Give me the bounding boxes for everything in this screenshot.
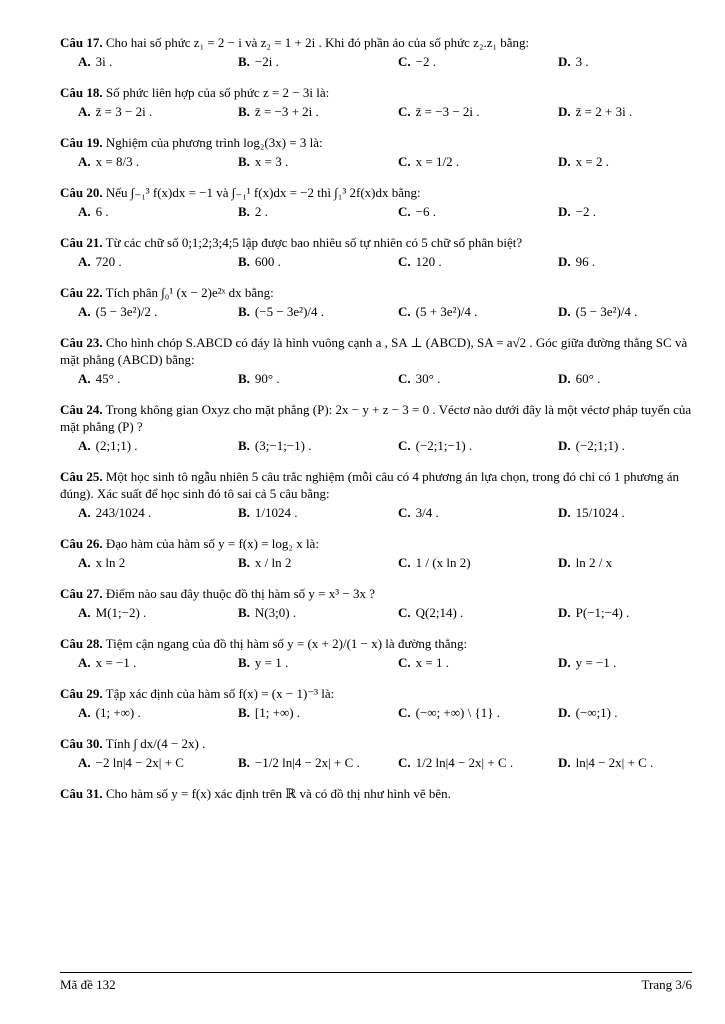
question-body: Đạo hàm của hàm số y = f(x) = log₂ x là: — [105, 536, 319, 551]
option-value: (−2;1;−1) . — [415, 438, 473, 453]
options-row — [60, 554, 692, 571]
options-row — [60, 604, 692, 621]
option-a — [78, 704, 238, 721]
question — [60, 234, 692, 270]
option-value: M(1;−2) . — [95, 605, 147, 620]
option-a — [78, 53, 238, 70]
option-value: y = −1 . — [575, 655, 617, 670]
question-label: Câu 18. — [60, 85, 103, 100]
question-body: Trong không gian Oxyz cho mặt phẳng (P): 2x − y + z − 3 = 0 . Véctơ nào dưới đây là một véctơ pháp tuyến của mặt phẳng (P) ? — [60, 402, 692, 434]
option-value: z̄ = 3 − 2i . — [95, 104, 153, 119]
question-label: Câu 31. — [60, 786, 103, 801]
option-value: 90° . — [254, 371, 280, 386]
option-d — [558, 704, 688, 721]
option-c — [398, 203, 558, 220]
option-c — [398, 53, 558, 70]
option-value: 600 . — [254, 254, 281, 269]
question-label: Câu 21. — [60, 235, 103, 250]
question-text — [60, 34, 692, 51]
question — [60, 334, 692, 387]
option-value: x = 1 . — [415, 655, 449, 670]
option-letter: B. — [238, 304, 250, 319]
option-letter: D. — [558, 705, 571, 720]
option-value: −2 . — [415, 54, 436, 69]
question — [60, 585, 692, 621]
option-d — [558, 370, 688, 387]
option-value: (−∞; +∞) \ {1} . — [415, 705, 500, 720]
option-a — [78, 370, 238, 387]
option-value: (5 − 3e²)/4 . — [575, 304, 638, 319]
options-row — [60, 253, 692, 270]
option-b — [238, 504, 398, 521]
option-d — [558, 253, 688, 270]
question-body: Cho hàm số y = f(x) xác định trên ℝ và có đồ thị như hình vẽ bên. — [105, 786, 451, 801]
option-letter: C. — [398, 755, 411, 770]
option-letter: D. — [558, 371, 571, 386]
question-body: Tiệm cận ngang của đồ thị hàm số y = (x + 2)/(1 − x) là đường thẳng: — [105, 636, 468, 651]
option-c — [398, 604, 558, 621]
option-b — [238, 437, 398, 454]
question-label: Câu 30. — [60, 736, 103, 751]
option-value: 1/1024 . — [254, 505, 298, 520]
option-b — [238, 53, 398, 70]
option-value: 6 . — [95, 204, 109, 219]
option-value: (1; +∞) . — [95, 705, 141, 720]
option-value: z̄ = −3 − 2i . — [415, 104, 480, 119]
option-letter: D. — [558, 555, 571, 570]
question-body: Nếu ∫₋₁³ f(x)dx = −1 và ∫₋₁¹ f(x)dx = −2 thì ∫₁³ 2f(x)dx bằng: — [105, 185, 421, 200]
option-value: (3;−1;−1) . — [254, 438, 312, 453]
options-row — [60, 704, 692, 721]
option-value: x = 8/3 . — [95, 154, 140, 169]
option-c — [398, 303, 558, 320]
option-value: −6 . — [415, 204, 436, 219]
option-value: −2 . — [575, 204, 596, 219]
options-row — [60, 754, 692, 771]
option-letter: A. — [78, 655, 91, 670]
option-value: 120 . — [415, 254, 442, 269]
option-letter: C. — [398, 154, 411, 169]
option-letter: B. — [238, 254, 250, 269]
option-b — [238, 654, 398, 671]
option-value: x = 2 . — [575, 154, 609, 169]
question-label: Câu 19. — [60, 135, 103, 150]
option-c — [398, 253, 558, 270]
question — [60, 785, 692, 802]
option-a — [78, 253, 238, 270]
option-value: 243/1024 . — [95, 505, 152, 520]
option-a — [78, 103, 238, 120]
option-letter: D. — [558, 655, 571, 670]
option-letter: C. — [398, 605, 411, 620]
option-letter: C. — [398, 555, 411, 570]
question-label: Câu 25. — [60, 469, 103, 484]
question — [60, 535, 692, 571]
option-letter: A. — [78, 505, 91, 520]
option-d — [558, 203, 688, 220]
question-label: Câu 20. — [60, 185, 103, 200]
option-value: Q(2;14) . — [415, 605, 464, 620]
option-a — [78, 203, 238, 220]
question-body: Tính ∫ dx/(4 − 2x) . — [105, 736, 206, 751]
question-label: Câu 26. — [60, 536, 103, 551]
option-letter: A. — [78, 104, 91, 119]
option-value: (−5 − 3e²)/4 . — [254, 304, 325, 319]
option-value: (2;1;1) . — [95, 438, 138, 453]
option-value: 1 / (x ln 2) — [415, 555, 471, 570]
option-letter: A. — [78, 204, 91, 219]
option-value: x ln 2 — [95, 555, 126, 570]
option-b — [238, 554, 398, 571]
option-letter: A. — [78, 304, 91, 319]
option-value: 720 . — [95, 254, 122, 269]
option-letter: C. — [398, 254, 411, 269]
option-value: [1; +∞) . — [254, 705, 301, 720]
option-letter: A. — [78, 755, 91, 770]
option-letter: D. — [558, 438, 571, 453]
option-letter: C. — [398, 371, 411, 386]
question-label: Câu 27. — [60, 586, 103, 601]
option-letter: D. — [558, 605, 571, 620]
option-a — [78, 303, 238, 320]
options-row — [60, 654, 692, 671]
option-d — [558, 303, 688, 320]
option-letter: D. — [558, 505, 571, 520]
question-text — [60, 184, 692, 201]
option-letter: A. — [78, 371, 91, 386]
question — [60, 184, 692, 220]
question-body: Từ các chữ số 0;1;2;3;4;5 lập được bao nhiêu số tự nhiên có 5 chữ số phân biệt? — [105, 235, 523, 250]
question-label: Câu 28. — [60, 636, 103, 651]
option-value: x = 3 . — [254, 154, 289, 169]
option-letter: C. — [398, 304, 411, 319]
option-letter: C. — [398, 655, 411, 670]
question-body: Điểm nào sau đây thuộc đồ thị hàm số y = x³ − 3x ? — [105, 586, 376, 601]
options-row — [60, 153, 692, 170]
question-text — [60, 401, 692, 435]
option-letter: B. — [238, 154, 250, 169]
option-value: (−∞;1) . — [575, 705, 618, 720]
option-letter: B. — [238, 505, 250, 520]
option-value: z̄ = 2 + 3i . — [575, 104, 633, 119]
options-row — [60, 103, 692, 120]
option-letter: C. — [398, 705, 411, 720]
question-label: Câu 23. — [60, 335, 103, 350]
question-body: Một học sinh tô ngẫu nhiên 5 câu trắc nghiệm (mỗi câu có 4 phương án lựa chọn, trong đó chỉ có 1 phương án đúng). Xác suất để học sinh đó tô sai cả 5 câu bằng: — [60, 469, 680, 501]
option-d — [558, 554, 688, 571]
option-c — [398, 437, 558, 454]
question-label: Câu 29. — [60, 686, 103, 701]
option-letter: B. — [238, 705, 250, 720]
option-value: 2 . — [254, 204, 268, 219]
option-value: ln 2 / x — [575, 555, 613, 570]
option-letter: A. — [78, 555, 91, 570]
options-row — [60, 504, 692, 521]
option-value: 1/2 ln|4 − 2x| + C . — [415, 755, 514, 770]
option-value: 45° . — [95, 371, 121, 386]
option-letter: B. — [238, 438, 250, 453]
option-letter: A. — [78, 705, 91, 720]
option-value: x / ln 2 — [254, 555, 292, 570]
option-letter: A. — [78, 605, 91, 620]
question-text — [60, 735, 692, 752]
option-value: x = 1/2 . — [415, 154, 460, 169]
options-row — [60, 370, 692, 387]
option-a — [78, 504, 238, 521]
question-text — [60, 635, 692, 652]
page-number: Trang 3/6 — [641, 977, 692, 992]
question — [60, 635, 692, 671]
option-value: (−2;1;1) . — [575, 438, 625, 453]
question-text — [60, 84, 692, 101]
question-body: Tích phân ∫₀¹ (x − 2)e²ˣ dx bằng: — [105, 285, 274, 300]
option-b — [238, 253, 398, 270]
question-label: Câu 22. — [60, 285, 103, 300]
option-value: 3 . — [575, 54, 589, 69]
option-letter: C. — [398, 204, 411, 219]
option-value: 15/1024 . — [575, 505, 625, 520]
question — [60, 84, 692, 120]
option-letter: D. — [558, 304, 571, 319]
option-value: x = −1 . — [95, 655, 137, 670]
question — [60, 735, 692, 771]
question-text — [60, 785, 692, 802]
option-c — [398, 704, 558, 721]
option-letter: D. — [558, 154, 571, 169]
question — [60, 284, 692, 320]
option-letter: D. — [558, 204, 571, 219]
option-a — [78, 754, 238, 771]
option-value: −2 ln|4 − 2x| + C — [95, 755, 184, 770]
question-text — [60, 134, 692, 151]
option-d — [558, 754, 688, 771]
question-label: Câu 24. — [60, 402, 103, 417]
option-a — [78, 604, 238, 621]
question-text — [60, 234, 692, 251]
option-b — [238, 203, 398, 220]
option-value: 3i . — [95, 54, 113, 69]
option-d — [558, 153, 688, 170]
option-value: P(−1;−4) . — [575, 605, 630, 620]
option-b — [238, 153, 398, 170]
question-text — [60, 585, 692, 602]
question-body: Số phức liên hợp của số phức z = 2 − 3i là: — [105, 85, 330, 100]
option-c — [398, 370, 558, 387]
option-letter: B. — [238, 371, 250, 386]
question — [60, 401, 692, 454]
option-letter: B. — [238, 755, 250, 770]
question-text — [60, 685, 692, 702]
option-b — [238, 704, 398, 721]
question-label: Câu 17. — [60, 35, 103, 50]
option-letter: C. — [398, 438, 411, 453]
question-text — [60, 468, 692, 502]
options-row — [60, 303, 692, 320]
option-c — [398, 754, 558, 771]
option-c — [398, 153, 558, 170]
option-value: −2i . — [254, 54, 279, 69]
options-row — [60, 203, 692, 220]
option-c — [398, 504, 558, 521]
option-letter: D. — [558, 104, 571, 119]
option-value: N(3;0) . — [254, 605, 297, 620]
option-letter: D. — [558, 254, 571, 269]
option-letter: D. — [558, 755, 571, 770]
question — [60, 34, 692, 70]
question-body: Nghiệm của phương trình log₂(3x) = 3 là: — [105, 135, 323, 150]
option-value: 30° . — [415, 371, 441, 386]
question-body: Tập xác định của hàm số f(x) = (x − 1)⁻³ là: — [105, 686, 335, 701]
question — [60, 685, 692, 721]
options-row — [60, 437, 692, 454]
option-d — [558, 504, 688, 521]
option-a — [78, 153, 238, 170]
option-letter: A. — [78, 254, 91, 269]
option-a — [78, 437, 238, 454]
option-letter: B. — [238, 605, 250, 620]
option-value: (5 − 3e²)/2 . — [95, 304, 158, 319]
exam-page — [60, 34, 692, 816]
question-text — [60, 284, 692, 301]
question-text — [60, 334, 692, 368]
question — [60, 468, 692, 521]
option-value: 96 . — [575, 254, 596, 269]
option-d — [558, 53, 688, 70]
option-value: 60° . — [575, 371, 601, 386]
question-body: Cho hai số phức z₁ = 2 − i và z₂ = 1 + 2i . Khi đó phần ảo của số phức z₂.z₁ bằng: — [105, 35, 530, 50]
options-row — [60, 53, 692, 70]
option-value: 3/4 . — [415, 505, 439, 520]
option-letter: A. — [78, 438, 91, 453]
option-c — [398, 654, 558, 671]
option-a — [78, 654, 238, 671]
question-body: Cho hình chóp S.ABCD có đáy là hình vuông cạnh a , SA ⊥ (ABCD), SA = a√2 . Góc giữa đường thẳng SC và mặt phẳng (ABCD) bằng: — [60, 335, 688, 367]
option-letter: B. — [238, 204, 250, 219]
option-b — [238, 754, 398, 771]
option-letter: A. — [78, 154, 91, 169]
option-b — [238, 303, 398, 320]
option-b — [238, 604, 398, 621]
option-letter: B. — [238, 104, 250, 119]
option-letter: A. — [78, 54, 91, 69]
option-d — [558, 437, 688, 454]
exam-code: Mã đề 132 — [60, 977, 116, 992]
option-value: (5 + 3e²)/4 . — [415, 304, 478, 319]
option-d — [558, 103, 688, 120]
option-value: ln|4 − 2x| + C . — [575, 755, 654, 770]
option-d — [558, 604, 688, 621]
page-footer — [60, 972, 692, 993]
option-letter: D. — [558, 54, 571, 69]
option-letter: B. — [238, 54, 250, 69]
question-text — [60, 535, 692, 552]
option-d — [558, 654, 688, 671]
option-value: y = 1 . — [254, 655, 289, 670]
option-letter: C. — [398, 104, 411, 119]
option-letter: B. — [238, 655, 250, 670]
option-a — [78, 554, 238, 571]
option-letter: C. — [398, 54, 411, 69]
option-c — [398, 554, 558, 571]
option-b — [238, 370, 398, 387]
option-value: z̄ = −3 + 2i . — [254, 104, 319, 119]
option-c — [398, 103, 558, 120]
option-value: −1/2 ln|4 − 2x| + C . — [254, 755, 360, 770]
option-letter: B. — [238, 555, 250, 570]
question — [60, 134, 692, 170]
option-letter: C. — [398, 505, 411, 520]
option-b — [238, 103, 398, 120]
